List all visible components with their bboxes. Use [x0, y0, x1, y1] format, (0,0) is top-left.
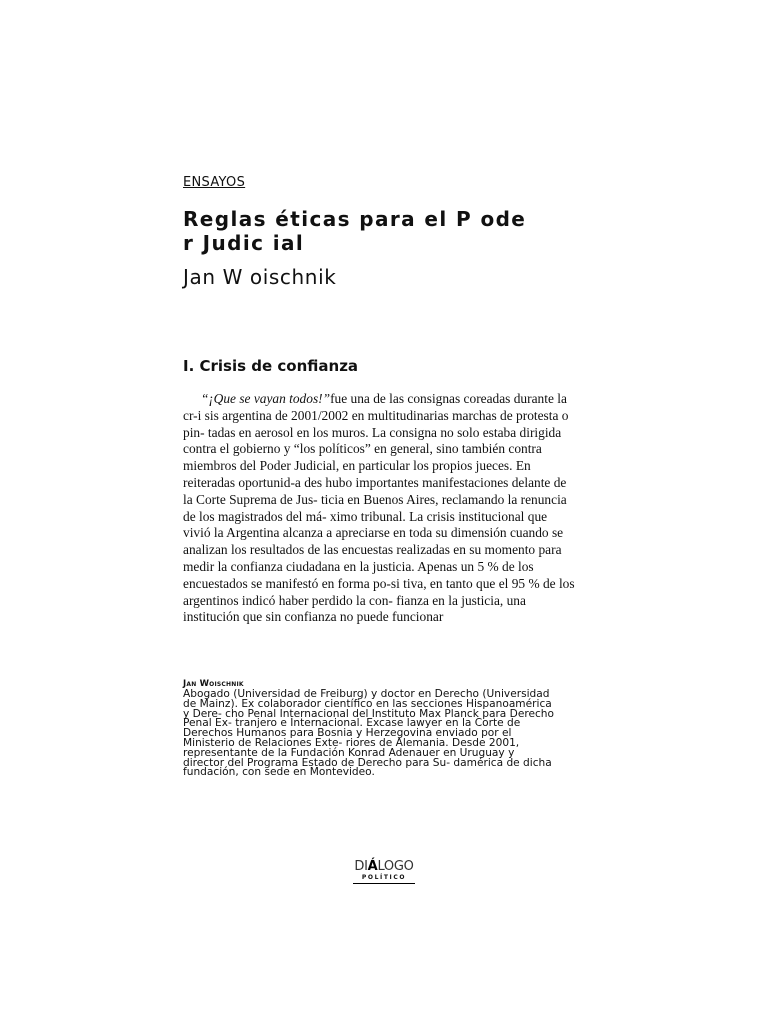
- bio-line: director del Programa Estado de Derecho para Su- damérica de dicha: [183, 756, 552, 769]
- bio-line: fundación, con sede en Montevideo.: [183, 766, 375, 779]
- title-line: r Judic ial: [183, 231, 305, 255]
- article-title: [183, 207, 527, 255]
- bio-line: y Dere- cho Penal Internacional del Instituto Max Planck para Derecho: [183, 707, 555, 720]
- section-heading: I. Crisis de confianza: [183, 357, 359, 375]
- section-label: ENSAYOS: [183, 175, 246, 190]
- dialogo-politico-logo: [353, 860, 415, 884]
- body-line: reiteradas oportunid-a des hubo importantes manifestaciones delante de: [183, 474, 567, 490]
- body-line: cr-i sis argentina de 2001/2002 en multitudinarias marchas de protesta o: [183, 407, 569, 423]
- body-paragraph: [183, 391, 595, 626]
- bio-line: Abogado (Universidad de Freiburg) y doctor en Derecho (Universidad: [183, 688, 550, 700]
- logo-subtitle: POLÍTICO: [353, 874, 415, 884]
- body-line-rest: fue una de las consignas coreadas durante la: [330, 391, 567, 406]
- body-line: vivió la Argentina alcanza a apreciarse en toda su dimensión cuando se: [183, 525, 564, 541]
- bio-line: Ministerio de Relaciones Exte- riores de Alemania. Desde 2001,: [183, 736, 520, 749]
- logo-part: DI: [354, 859, 368, 874]
- logo-wordmark: [353, 860, 415, 874]
- bio-line: representante de la Fundación Konrad Adenauer en Uruguay y: [183, 746, 515, 759]
- body-line: argentinos indicó haber perdido la con- fianza en la justicia, una: [183, 592, 526, 608]
- article-author: Jan W oischnik: [183, 265, 337, 289]
- title-line: Reglas éticas para el P ode: [183, 207, 527, 231]
- body-line: encuestados se manifestó en forma po-si tiva, en tanto que el 95 % de los: [183, 575, 575, 591]
- bio-line: Penal Ex- tranjero e Internacional. Excase lawyer en la Corte de: [183, 717, 521, 730]
- bio-line: Derechos Humanos para Bosnia y Herzegovina enviado por el: [183, 727, 512, 740]
- body-line: contra el gobierno y “los políticos” en general, sino también contra: [183, 441, 542, 457]
- body-line: miembros del Poder Judicial, en particular los propios jueces. En: [183, 458, 531, 474]
- author-bio: [183, 690, 589, 778]
- body-line: la Corte Suprema de Jus- ticia en Buenos Aires, reclamando la renuncia: [183, 491, 567, 507]
- body-line: pin- tadas en aerosol en los muros. La consigna no solo estaba dirigida: [183, 424, 562, 440]
- body-line: medir la confianza ciudadana en la justicia. Apenas un 5 % de los: [183, 558, 534, 574]
- logo-accent: Á: [367, 859, 378, 874]
- bio-author-name: Jan Woischnik: [183, 679, 244, 689]
- body-line: institución que sin confianza no puede funcionar: [183, 609, 444, 625]
- bio-line: de Mainz). Ex colaborador científico en las secciones Hispanoamérica: [183, 697, 552, 710]
- body-line: analizan los resultados de las encuestas realizadas en su momento para: [183, 542, 562, 558]
- body-line: de los magistrados del má- ximo tribunal. La crisis institucional que: [183, 508, 548, 524]
- body-line: [183, 391, 595, 408]
- quote-phrase: “¡Que se vayan todos!”: [201, 391, 331, 406]
- logo-part: LOGO: [377, 859, 414, 874]
